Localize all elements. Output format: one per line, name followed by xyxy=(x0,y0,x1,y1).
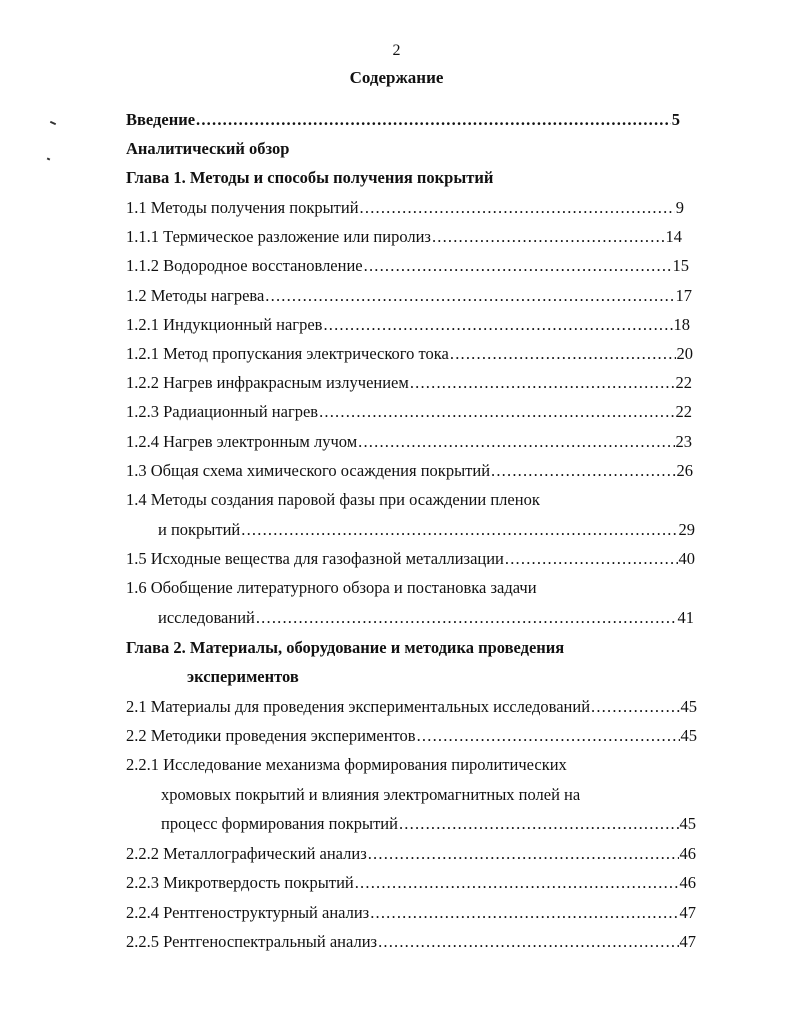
dot-leader xyxy=(417,726,680,746)
toc-entry-page: 47 xyxy=(679,932,696,951)
toc-entry xyxy=(126,873,696,893)
dot-leader xyxy=(360,198,675,218)
toc-entry-page: 45 xyxy=(679,814,696,833)
toc-entry-label: 2.2 Методики проведения экспериментов xyxy=(126,726,416,745)
dot-leader xyxy=(358,432,674,452)
chapter-heading-continuation: экспериментов xyxy=(187,667,299,686)
toc-entry-page: 20 xyxy=(676,344,693,363)
toc-entry-page: 40 xyxy=(678,549,695,568)
dot-leader xyxy=(319,402,674,422)
toc-entry-page: 17 xyxy=(675,286,692,305)
toc-entry xyxy=(126,286,692,306)
toc-entry-label: 1.1 Методы получения покрытий xyxy=(126,198,359,217)
toc-entry xyxy=(126,198,684,218)
toc-entry-label: 1.3 Общая схема химического осаждения покрытий xyxy=(126,461,491,480)
toc-entry-label: 1.2.2 Нагрев инфракрасным излучением xyxy=(126,373,409,392)
toc-entry-label: 2.2.2 Металлографический анализ xyxy=(126,844,367,863)
toc-entry-page: 26 xyxy=(676,461,693,480)
toc-entry xyxy=(126,903,696,923)
toc-entry-page: 29 xyxy=(678,520,695,539)
toc-entry xyxy=(126,344,693,364)
toc-entry-label: процесс формирования покрытий xyxy=(161,814,398,833)
toc-entry-label: и покрытий xyxy=(158,520,241,539)
toc-entry-label: 2.1 Материалы для проведения экспериментальных исследований xyxy=(126,697,591,716)
page-title: Содержание xyxy=(349,68,444,87)
toc-entry-label: 1.1.2 Водородное восстановление xyxy=(126,256,363,275)
toc-entry xyxy=(126,726,697,746)
toc-entry-page: 47 xyxy=(679,903,696,922)
toc-entry-continuation xyxy=(158,520,695,540)
toc-entry-page: 45 xyxy=(680,697,697,716)
toc-entry-label: 1.2.1 Метод пропускания электрического тока xyxy=(126,344,449,363)
toc-entry xyxy=(126,373,692,393)
toc-entry-label: 1.6 Обобщение литературного обзора и постановка задачи xyxy=(126,578,537,597)
toc-entry-introduction xyxy=(126,110,680,130)
toc-entry-label: хромовых покрытий и влияния электромагнитных полей на xyxy=(161,785,581,804)
toc-entry-continuation xyxy=(158,608,694,628)
toc-entry-label: 2.2.1 Исследование механизма формирования пиролитических xyxy=(126,755,567,774)
toc-entry xyxy=(126,227,682,247)
dot-leader xyxy=(355,873,679,893)
dot-leader xyxy=(265,286,674,306)
dot-leader xyxy=(432,227,665,247)
toc-entry-page: 5 xyxy=(671,110,680,129)
dot-leader xyxy=(370,903,678,923)
toc-entry xyxy=(126,402,692,422)
toc-entry xyxy=(126,844,696,864)
toc-entry xyxy=(126,256,689,276)
toc-entry-page: 45 xyxy=(680,726,697,745)
dot-leader xyxy=(196,110,671,130)
toc-entry xyxy=(126,315,690,335)
dot-leader xyxy=(256,608,677,628)
dot-leader xyxy=(591,697,679,717)
toc-entry-page: 9 xyxy=(675,198,684,217)
dot-leader xyxy=(364,256,672,276)
toc-entry-label: 1.2.4 Нагрев электронным лучом xyxy=(126,432,358,451)
dot-leader xyxy=(491,461,675,481)
dot-leader xyxy=(399,814,679,834)
toc-entry-label: 2.2.5 Рентгеноспектральный анализ xyxy=(126,932,378,951)
chapter-heading: Глава 2. Материалы, оборудование и методика проведения xyxy=(126,638,565,657)
toc-entry-page: 15 xyxy=(672,256,689,275)
section-heading: Аналитический обзор xyxy=(126,139,290,158)
toc-entry-label: Введение xyxy=(126,110,196,129)
toc-entry-label: 1.4 Методы создания паровой фазы при осаждении пленок xyxy=(126,490,540,509)
toc-entry-label: 1.2 Методы нагрева xyxy=(126,286,265,305)
dot-leader xyxy=(378,932,678,952)
toc-entry-label: 2.2.4 Рентгеноструктурный анализ xyxy=(126,903,370,922)
toc-entry-page: 23 xyxy=(675,432,692,451)
toc-entry-page: 22 xyxy=(675,402,692,421)
toc-entry-label: исследований xyxy=(158,608,255,627)
chapter-heading: Глава 1. Методы и способы получения покрытий xyxy=(126,168,494,187)
toc-entry-page: 46 xyxy=(679,844,696,863)
page-number: 2 xyxy=(392,42,401,59)
dot-leader xyxy=(450,344,676,364)
dot-leader xyxy=(241,520,677,540)
dot-leader xyxy=(505,549,678,569)
toc-entry-page: 22 xyxy=(675,373,692,392)
toc-entry-label: 1.1.1 Термическое разложение или пиролиз xyxy=(126,227,431,246)
toc-entry xyxy=(126,549,695,569)
dot-leader xyxy=(323,315,672,335)
toc-entry xyxy=(126,432,692,452)
toc-entry-label: 1.5 Исходные вещества для газофазной металлизации xyxy=(126,549,504,568)
toc-entry-label: 2.2.3 Микротвердость покрытий xyxy=(126,873,354,892)
dot-leader xyxy=(410,373,675,393)
toc-entry-label: 1.2.3 Радиационный нагрев xyxy=(126,402,319,421)
toc-entry-page: 46 xyxy=(679,873,696,892)
toc-entry-label: 1.2.1 Индукционный нагрев xyxy=(126,315,323,334)
dot-leader xyxy=(368,844,679,864)
toc-entry xyxy=(126,932,696,952)
toc-entry xyxy=(126,461,693,481)
toc-entry-page: 18 xyxy=(673,315,690,334)
toc-entry-page: 41 xyxy=(677,608,694,627)
toc-entry xyxy=(126,697,697,717)
toc-entry-continuation xyxy=(161,814,696,834)
toc-entry-page: 14 xyxy=(665,227,682,246)
